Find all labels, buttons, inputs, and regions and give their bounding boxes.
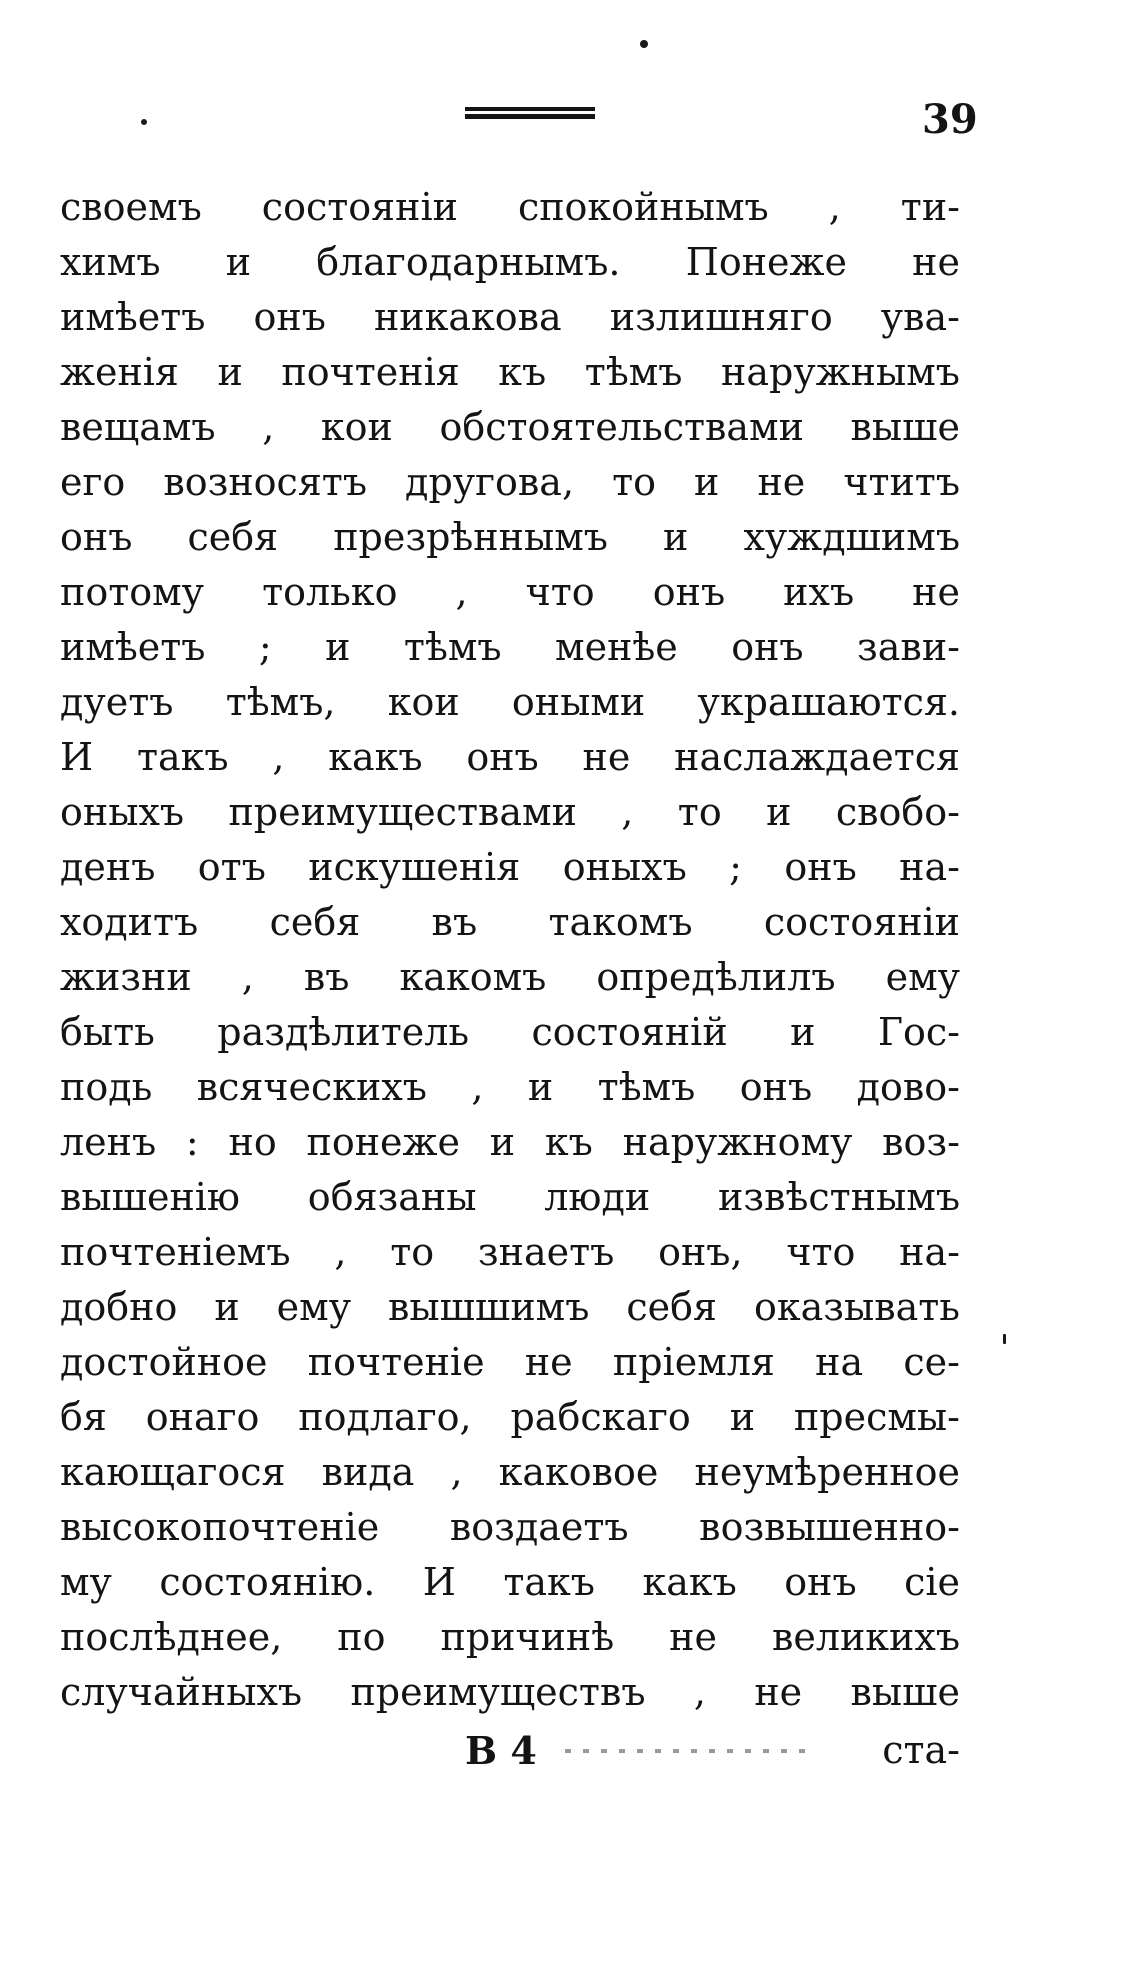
- text-line: достойное почтенiе не прiемля на се-: [60, 1340, 960, 1384]
- text-line: его возносятъ другова, то и не чтитъ: [60, 460, 960, 504]
- header-rule-bar-bottom: [465, 114, 595, 119]
- text-line: му состоянiю. И такъ какъ онъ сiе: [60, 1560, 960, 1604]
- text-line: быть раздѣлитель состоянiй и Гос-: [60, 1010, 960, 1054]
- text-line: случайныхъ преимуществъ , не выше: [60, 1670, 960, 1714]
- text-line: почтенiемъ , то знаетъ онъ, что на-: [60, 1230, 960, 1274]
- text-line: кающагося вида , каковое неумѣренное: [60, 1450, 960, 1494]
- text-line: добно и ему вышшимъ себя оказывать: [60, 1285, 960, 1329]
- text-line: вещамъ , кои обстоятельствами выше: [60, 405, 960, 449]
- text-line: денъ отъ искушенiя оныхъ ; онъ на-: [60, 845, 960, 889]
- ink-speck-top: [640, 40, 648, 48]
- print-smudge: [565, 1749, 805, 1753]
- body-text: [60, 180, 960, 1720]
- text-line: химъ и благодарнымъ. Понеже не: [60, 240, 960, 284]
- text-line: вышенiю обязаны люди извѣстнымъ: [60, 1175, 960, 1219]
- text-line: дуетъ тѣмъ, кои оными украшаются.: [60, 680, 960, 724]
- text-line: жизни , въ какомъ опредѣлилъ ему: [60, 955, 960, 999]
- text-line: имѣетъ ; и тѣмъ менѣе онъ зави-: [60, 625, 960, 669]
- ink-speck-margin: [1003, 1334, 1006, 1344]
- text-line: послѣднее, по причинѣ не великихъ: [60, 1615, 960, 1659]
- ink-speck-left: [141, 119, 147, 125]
- text-line: И такъ , какъ онъ не наслаждается: [60, 735, 960, 779]
- text-line: высокопочтенiе воздаетъ возвышенно-: [60, 1505, 960, 1549]
- text-line: своемъ состоянiи спокойнымъ , ти-: [60, 185, 960, 229]
- text-line: ленъ : но понеже и къ наружному воз-: [60, 1120, 960, 1164]
- text-line: онъ себя презрѣннымъ и хуждшимъ: [60, 515, 960, 559]
- text-line: бя онаго подлаго, рабскаго и пресмы-: [60, 1395, 960, 1439]
- text-line: оныхъ преимуществами , то и свобо-: [60, 790, 960, 834]
- text-line: женiя и почтенiя къ тѣмъ наружнымъ: [60, 350, 960, 394]
- text-line: ходитъ себя въ такомъ состоянiи: [60, 900, 960, 944]
- page-number: 39: [922, 96, 978, 143]
- text-line: потому только , что онъ ихъ не: [60, 570, 960, 614]
- page-footer: [465, 1723, 960, 1778]
- text-line: подь всяческихъ , и тѣмъ онъ дово-: [60, 1065, 960, 1109]
- text-line: имѣетъ онъ никакова излишняго ува-: [60, 295, 960, 339]
- header-rule-bar-top: [465, 107, 595, 111]
- header-rule: [465, 107, 595, 120]
- signature-mark: B 4: [465, 1728, 537, 1773]
- catchword: ста-: [882, 1728, 960, 1772]
